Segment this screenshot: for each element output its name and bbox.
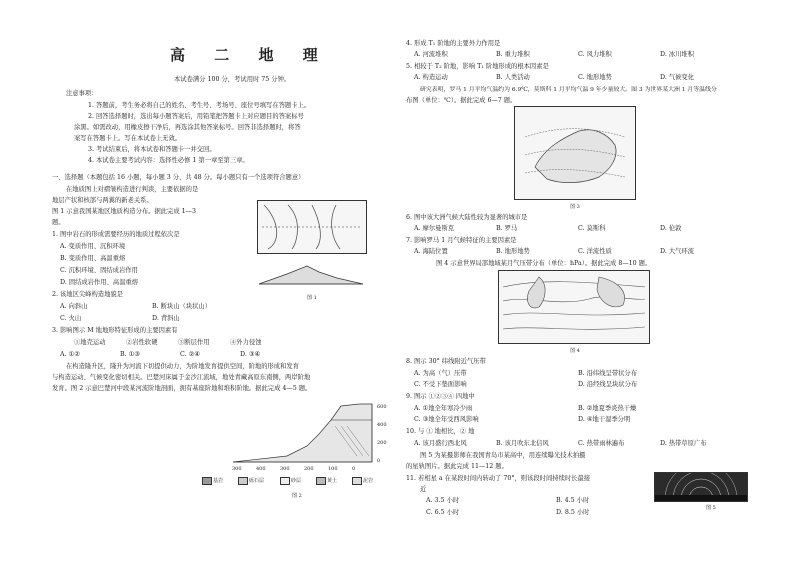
figure-2-legend: [202, 476, 392, 486]
figure-1-caption: 图 1: [307, 295, 317, 301]
left-column: [52, 0, 390, 561]
figure-1-profile: [257, 262, 365, 288]
q11-option[interactable]: D. 8.5 小时: [556, 509, 590, 516]
q6-option[interactable]: B. 罗马: [496, 225, 518, 232]
fig2-x-tick: 300: [232, 466, 242, 472]
q3-option[interactable]: A. ①②: [60, 351, 80, 358]
fig2-x-tick: 100: [328, 466, 338, 472]
intro-line: 的星轨图片。据此完成 11—12 题。: [406, 463, 508, 470]
fig2-x-tick: 0: [352, 466, 356, 472]
q8-option[interactable]: A. 为高（气）压带: [414, 370, 467, 377]
q4-option[interactable]: A. 河流堆积: [414, 51, 448, 58]
q3-factor: ②岩性软硬: [126, 339, 158, 346]
question-11-stem-cont: 近: [420, 486, 427, 493]
q2-option[interactable]: B. 断块山（块状山）: [152, 303, 212, 310]
legend-label: 基岩: [213, 478, 224, 484]
fig2-y-tick: 600: [377, 404, 387, 410]
question-5-stem: 5. 相较于 T₂ 阶地，影响 T₁ 阶地形成的根本因素是: [406, 63, 549, 70]
legend-label: 黄土: [327, 478, 338, 484]
q11-option[interactable]: C. 6.5 小时: [426, 509, 460, 516]
question-2-stem: 2. 该地区尖峰构造地貌是: [52, 291, 123, 298]
intro-line: 图 4 示意世界局部地域某月气压带分布（单位：hPa）。据此完成 8—10 题。: [436, 260, 652, 267]
intro-line: 在构造隆升区，隆升为河流下切提供动力，为阶地发育提供空间，阶地的形成和发育: [66, 363, 299, 370]
q5-option[interactable]: A. 构造运动: [414, 74, 448, 81]
note-line: 4. 本试卷主要考试内容：选择性必修 1 第一章至第三章。: [88, 157, 249, 164]
fig2-y-tick: 400: [377, 422, 387, 428]
q6-option[interactable]: A. 摩尔曼斯克: [414, 225, 455, 232]
q2-option[interactable]: A. 向斜山: [60, 303, 88, 310]
exam-info: 本试卷满分 100 分，考试用时 75 分钟。: [174, 76, 291, 83]
q3-option[interactable]: D. ③④: [240, 351, 261, 358]
fig2-y-tick: 0: [377, 458, 381, 464]
q1-option[interactable]: A. 变质作用、沉积环境: [60, 243, 126, 250]
legend-label: 泥岩: [363, 478, 374, 484]
q11-option[interactable]: B. 4.5 小时: [556, 497, 590, 504]
question-1-stem: 1. 图中岩石的形成需要经历的地质过程依次是: [52, 231, 180, 238]
question-7-stem: 7. 影响罗马 1 月气候特征的主要因素是: [406, 237, 517, 244]
question-3-stem: 3. 影响图示 M 地地形特征形成的主要因素有: [52, 327, 178, 334]
q4-option[interactable]: C. 风力堆积: [578, 51, 612, 58]
q9-option[interactable]: A. ①地全年寒冷少雨: [414, 405, 473, 412]
intro-line: 题。: [52, 219, 65, 226]
q11-option[interactable]: A. 3.5 小时: [426, 497, 460, 504]
legend-label: 砾石层: [249, 478, 265, 484]
question-6-stem: 6. 图中该大洲气候大陆性较为显著的城市是: [406, 214, 528, 221]
fig2-x-tick: 300: [280, 466, 290, 472]
q3-option[interactable]: C. ②④: [180, 351, 200, 358]
q3-factor: ④外力侵蚀: [230, 339, 262, 346]
q2-option[interactable]: D. 背斜山: [152, 315, 180, 322]
q7-option[interactable]: C. 洋流性质: [578, 248, 612, 255]
intro-line: 发育。图 2 示意巴楚河中段某河流阶地剖面，拥有基座阶地和堆积阶地。据此完成 4—5 题。: [52, 385, 312, 392]
q9-option[interactable]: D. ④地干湿季分明: [578, 416, 631, 423]
figure-1-geologic-map: [257, 200, 367, 254]
q8-option[interactable]: D. 沿经线呈块状分布: [578, 381, 638, 388]
fig2-x-tick: 400: [256, 466, 266, 472]
right-column: [406, 0, 752, 561]
q1-option[interactable]: B. 变质作用、高温重熔: [60, 255, 126, 262]
q9-option[interactable]: B. ②地夏季炎热干燥: [578, 405, 637, 412]
figure-4-caption: 图 4: [570, 348, 580, 354]
q5-option[interactable]: C. 地形地势: [578, 74, 612, 81]
fig2-y-tick: 200: [377, 440, 387, 446]
question-9-stem: 9. 图示 ①②③④ 四地中: [406, 393, 475, 400]
figure-5-caption: 图 5: [706, 505, 716, 511]
q3-factor: ③断层作用: [178, 339, 210, 346]
q10-option[interactable]: C. 热带雨林遍布: [578, 440, 625, 447]
section-heading: 一、选择题（本题包括 16 小题，每小题 3 分，共 48 分。每小题只有一个选项符合题意）: [52, 174, 305, 181]
q9-option[interactable]: C. ③地全年受西风影响: [414, 416, 479, 423]
q7-option[interactable]: A. 海陆位置: [414, 248, 448, 255]
intro-line: 图 5 为某摄影师在我国青岛市某高中，用连续曝光技术拍摄: [420, 452, 586, 459]
q5-option[interactable]: D. 气候变化: [660, 74, 695, 81]
q10-option[interactable]: A. 该月盛行西北风: [414, 440, 467, 447]
q1-option[interactable]: D. 固结成岩作用、高温重熔: [60, 279, 139, 286]
intro-line: 研究表明，罗马 1 月平均气温约为 6.9℃，莫斯科 1 月平均气温 9 年少量较大。图 3 为世界某大洲 1 月等温线分: [420, 87, 717, 93]
intro-line: 布图（单位：℃）。据此完成 6—7 题。: [406, 97, 517, 104]
intro-line: 与构造运动、气候变化密切相关。巴楚河床属于金沙江流域，地处青藏高原东南侧，两岸阶地: [52, 374, 311, 381]
q7-option[interactable]: B. 地形地势: [496, 248, 530, 255]
q7-option[interactable]: D. 大气环流: [660, 248, 695, 255]
fig2-x-tick: 200: [304, 466, 314, 472]
legend-label: 砂层: [291, 478, 302, 484]
intro-line: 在地质图上对褶皱构造进行判读，主要依据的是: [66, 186, 199, 193]
q10-option[interactable]: B. 该月吹东北信风: [496, 440, 549, 447]
q1-option[interactable]: C. 沉积环境、固结成岩作用: [60, 267, 138, 274]
figure-3-isotherm-map: [514, 106, 636, 200]
question-10-stem: 10. 与 ① 地相比，② 地: [406, 428, 475, 435]
q3-option[interactable]: B. ①③: [120, 351, 140, 358]
note-line: 2. 回答选择题时，选出每小题答案后，用铅笔把答题卡上对应题目的答案标号: [88, 113, 304, 120]
q3-factor: ①地壳运动: [74, 339, 106, 346]
figure-4-pressure-map: [498, 270, 650, 344]
question-8-stem: 8. 图示 30° 纬线附近气压带: [406, 358, 486, 365]
q5-option[interactable]: B. 人类活动: [496, 74, 530, 81]
q8-option[interactable]: C. 不受下垫面影响: [414, 381, 467, 388]
note-line: 3. 考试结束后，将本试卷和答题卡一并交回。: [88, 146, 216, 153]
figure-3-caption: 图 3: [570, 204, 580, 210]
note-line: 涂黑。如需改动，用橡皮擦干净后，再选涂其他答案标号。回答非选择题时，将答: [74, 124, 301, 131]
page-title: 高 二 地 理: [170, 46, 330, 64]
note-line: 1. 答题前，考生务必将自己的姓名、考生号、考场号、座位号填写在答题卡上。: [88, 102, 311, 109]
q6-option[interactable]: D. 伦敦: [660, 225, 682, 232]
intro-line: 图 1 示意我国某地区地质构造分布。据此完成 1—3: [52, 208, 196, 215]
question-11-stem: 11. 若相星 a 在某段时间内转动了 70°，则该段时间持续时长最接: [406, 475, 591, 482]
q10-option[interactable]: D. 热带草原广布: [660, 440, 707, 447]
q4-option[interactable]: B. 重力堆积: [496, 51, 530, 58]
note-line: 案写在答题卡上。写在本试卷上无效。: [74, 135, 182, 142]
q6-option[interactable]: C. 莫斯科: [578, 225, 606, 232]
figure-2-terrace-profile: [227, 396, 392, 468]
q4-option[interactable]: D. 冰川堆积: [660, 51, 695, 58]
q2-option[interactable]: C. 火山: [60, 315, 82, 322]
notes-title: 注意事项：: [66, 90, 98, 97]
question-4-stem: 4. 形成 T₁ 阶地的主要外力作用是: [406, 40, 501, 47]
figure-2-caption: 图 2: [292, 493, 302, 499]
intro-line: 地层产状和核部与两翼的新老关系。: [52, 197, 153, 204]
figure-5-star-trails-photo: [654, 472, 748, 502]
q8-option[interactable]: B. 沿纬线呈带状分布: [578, 370, 638, 377]
